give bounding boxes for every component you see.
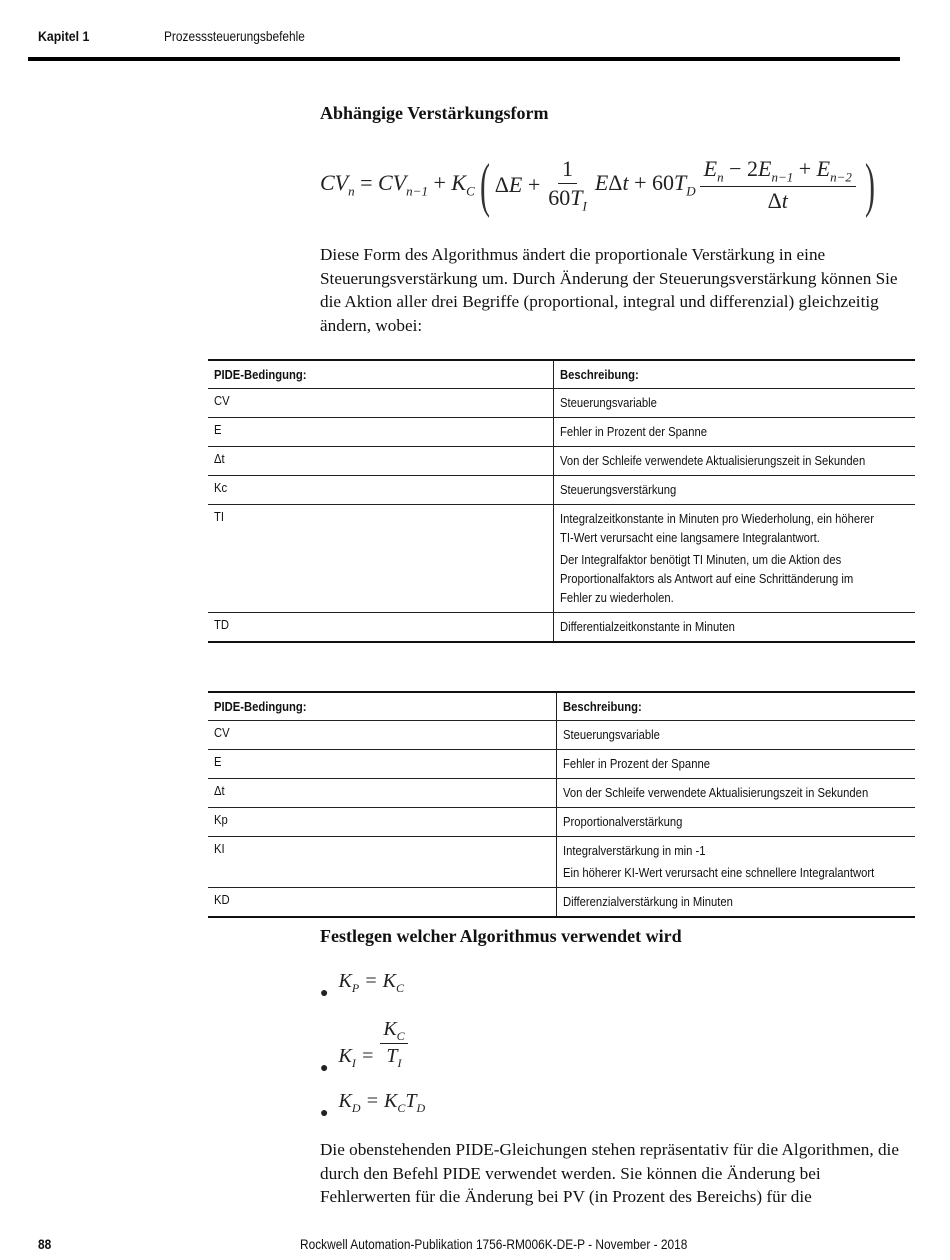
dependent-gains-formula: $CV_n = CV_{n-1} + K_C$ ( ΔE + $\frac{1}{60T_I}$ $E\Delta t + 60T_D$ $\frac{E_n - 2E_{n-1} + E_{n-2}}{\Delta t}$ ): [320, 152, 875, 218]
table-header-row: [208, 360, 915, 389]
description-cell: Integralverstärkung in min -1 Ein höherer KI-Wert verursacht eine schnellere Integralantwort: [557, 837, 915, 888]
condition-cell: Δt: [208, 447, 554, 476]
condition-cell: CV: [208, 721, 557, 750]
condition-cell: KI: [208, 837, 557, 888]
table-row: [208, 418, 915, 447]
column-header-description: Beschreibung:: [554, 360, 915, 389]
algorithm-paragraph: Die obenstehenden PIDE-Gleichungen stehen repräsentativ für die Algorithmen, die durch den Befehl PIDE verwendet werden. Sie können die Änderung bei Fehlerwerten für die Änderung bei PV (in Prozent des Bereichs) für die: [320, 1140, 899, 1206]
page-number: 88: [38, 1236, 52, 1252]
dependent-gains-paragraph: Diese Form des Algorithmus ändert die proportionale Verstärkung in eine Steuerungsverstärkung um. Durch Änderung der Steuerungsverstärkung können Sie die Aktion aller drei Begriffe (proportional, integral und differenzial) gleichzeitig ändern, wobei:: [320, 245, 898, 335]
description-cell: Integralzeitkonstante in Minuten pro Wiederholung, ein höherer TI-Wert verursacht eine langsamere Integralantwort. Der Integralfaktor benötigt TI Minuten, um die Aktion des Proportionalfaktors als Antwort auf eine Schrittänderung im Fehler zu wiederholen.: [554, 505, 915, 613]
condition-cell: TI: [208, 505, 554, 613]
description-cell: Fehler in Prozent der Spanne: [554, 418, 915, 447]
header-rule: [28, 57, 900, 61]
column-header-description: Beschreibung:: [557, 692, 915, 721]
chapter-title: Prozesssteuerungsbefehle: [164, 28, 305, 44]
description-cell: Proportionalverstärkung: [557, 808, 915, 837]
description-cell: Differentialzeitkonstante in Minuten: [554, 613, 915, 643]
list-item-kd-formula: ● $K_D = K_CT_D$: [320, 1090, 426, 1121]
column-header-condition: PIDE-Bedingung:: [208, 692, 557, 721]
condition-cell: TD: [208, 613, 554, 643]
condition-cell: Kp: [208, 808, 557, 837]
table-row: [208, 779, 915, 808]
condition-cell: Kc: [208, 476, 554, 505]
condition-cell: CV: [208, 389, 554, 418]
table-row: [208, 721, 915, 750]
description-cell: Steuerungsvariable: [557, 721, 915, 750]
pide-terms-table-independent: [208, 691, 915, 918]
section-heading-dependent-gains: Abhängige Verstärkungsform: [320, 103, 549, 123]
condition-cell: KD: [208, 888, 557, 918]
chapter-label: Kapitel 1: [38, 28, 90, 44]
description-cell: Differenzialverstärkung in Minuten: [557, 888, 915, 918]
table-row: [208, 888, 915, 918]
table-row: [208, 613, 915, 643]
condition-cell: E: [208, 750, 557, 779]
description-cell: Von der Schleife verwendete Aktualisierungszeit in Sekunden: [557, 779, 915, 808]
publication-info: Rockwell Automation-Publikation 1756-RM006K-DE-P - November - 2018: [300, 1236, 688, 1252]
list-item-kp-formula: ● $K_P = K_C$: [320, 970, 405, 1001]
table-row: [208, 389, 915, 418]
table-row: [208, 750, 915, 779]
column-header-condition: PIDE-Bedingung:: [208, 360, 554, 389]
description-cell: Von der Schleife verwendete Aktualisierungszeit in Sekunden: [554, 447, 915, 476]
table-header-row: [208, 692, 915, 721]
table-row: [208, 837, 915, 888]
pide-terms-table-dependent: [208, 359, 915, 643]
list-item-ki-formula: ● $K_I$ = $\frac{K_C}{T_I}$: [320, 1018, 408, 1071]
condition-cell: Δt: [208, 779, 557, 808]
table-row: [208, 476, 915, 505]
description-cell: Fehler in Prozent der Spanne: [557, 750, 915, 779]
table-row: [208, 447, 915, 476]
condition-cell: E: [208, 418, 554, 447]
description-cell: Steuerungsvariable: [554, 389, 915, 418]
section-heading-select-algorithm: Festlegen welcher Algorithmus verwendet wird: [320, 926, 682, 946]
table-row: [208, 808, 915, 837]
description-cell: Steuerungsverstärkung: [554, 476, 915, 505]
table-row: [208, 505, 915, 613]
